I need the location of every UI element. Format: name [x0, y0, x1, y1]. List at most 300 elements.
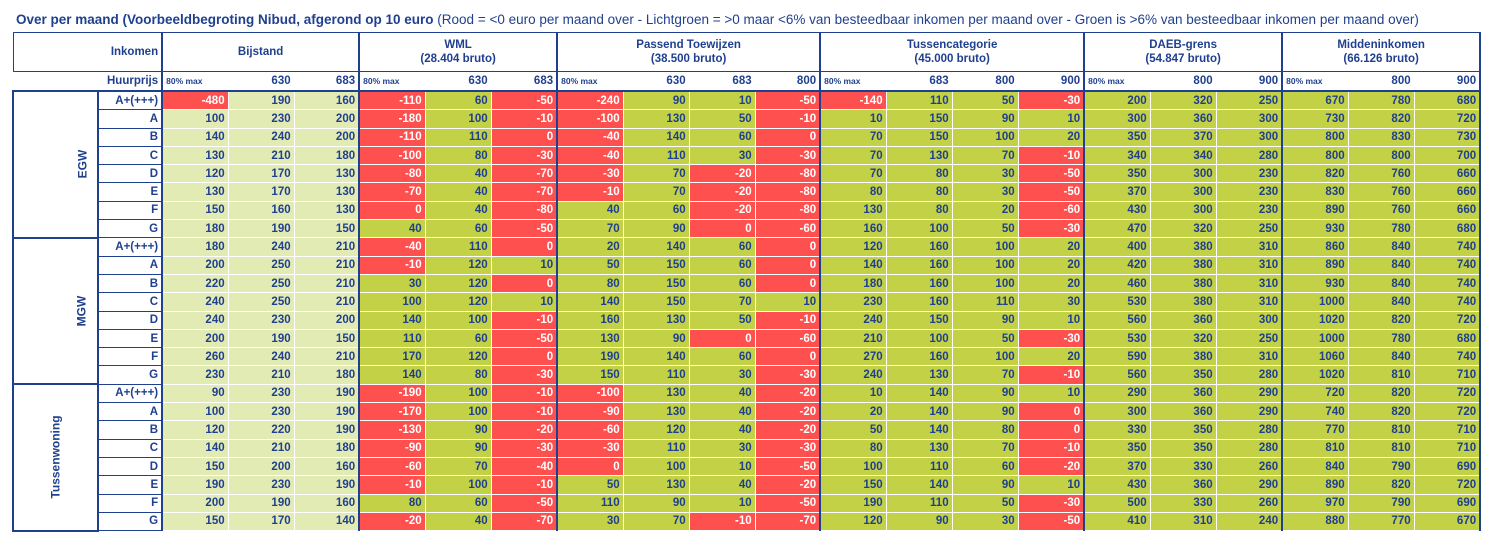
value-cell: 70	[820, 146, 886, 164]
value-cell: 60	[689, 256, 755, 274]
value-cell: 690	[1414, 494, 1480, 512]
value-cell: 90	[425, 439, 491, 457]
table-row	[13, 293, 1480, 311]
value-cell: 230	[228, 311, 294, 329]
value-cell: -10	[1018, 439, 1084, 457]
value-cell: 60	[425, 329, 491, 347]
price-header: 630	[425, 72, 491, 92]
value-cell: 560	[1084, 366, 1150, 384]
value-cell: 160	[886, 274, 952, 292]
value-cell: 130	[886, 146, 952, 164]
value-cell: 10	[491, 256, 557, 274]
huurprijs-label: Huurprijs	[13, 72, 162, 92]
value-cell: 970	[1282, 494, 1348, 512]
title-bold: Over per maand (Voorbeeldbegroting Nibud, afgerond op 10 euro	[16, 12, 434, 27]
value-cell: 100	[886, 329, 952, 347]
value-cell: -20	[359, 512, 425, 530]
value-cell: 290	[1216, 384, 1282, 402]
value-cell: 150	[623, 274, 689, 292]
group-subtitle: (66.126 bruto)	[1343, 53, 1419, 65]
value-cell: 250	[1216, 329, 1282, 347]
value-cell: 660	[1414, 201, 1480, 219]
value-cell: 930	[1282, 274, 1348, 292]
value-cell: 150	[557, 366, 623, 384]
max-price-label: 80% max	[557, 72, 623, 92]
value-cell: 120	[425, 256, 491, 274]
value-cell: 720	[1414, 384, 1480, 402]
value-cell: 680	[1414, 220, 1480, 238]
value-cell: 130	[623, 476, 689, 494]
value-cell: 10	[491, 293, 557, 311]
value-cell: 300	[1216, 311, 1282, 329]
value-cell: 0	[755, 274, 820, 292]
value-cell: 70	[425, 457, 491, 475]
price-header: 683	[294, 72, 359, 92]
value-cell: 730	[1414, 128, 1480, 146]
value-cell: -60	[557, 421, 623, 439]
value-cell: 720	[1282, 384, 1348, 402]
value-cell: -20	[689, 165, 755, 183]
value-cell: 240	[1216, 512, 1282, 530]
value-cell: 770	[1348, 512, 1414, 530]
value-cell: 130	[623, 384, 689, 402]
energy-label: G	[98, 220, 162, 238]
value-cell: 210	[294, 274, 359, 292]
value-cell: 740	[1414, 293, 1480, 311]
value-cell: 50	[689, 311, 755, 329]
value-cell: 170	[359, 348, 425, 366]
value-cell: 0	[359, 201, 425, 219]
value-cell: 120	[623, 421, 689, 439]
value-cell: 70	[623, 183, 689, 201]
table-row	[13, 494, 1480, 512]
value-cell: -10	[491, 476, 557, 494]
group-name: Middeninkomen	[1337, 39, 1425, 51]
value-cell: -20	[689, 201, 755, 219]
value-cell: 40	[425, 201, 491, 219]
value-cell: -50	[755, 457, 820, 475]
value-cell: 210	[294, 256, 359, 274]
value-cell: 470	[1084, 220, 1150, 238]
value-cell: -80	[359, 165, 425, 183]
value-cell: 60	[689, 238, 755, 256]
value-cell: 160	[228, 201, 294, 219]
value-cell: 70	[623, 165, 689, 183]
value-cell: 10	[1018, 110, 1084, 128]
value-cell: 300	[1216, 128, 1282, 146]
value-cell: 230	[228, 110, 294, 128]
value-cell: 0	[491, 238, 557, 256]
value-cell: 360	[1150, 384, 1216, 402]
value-cell: 780	[1348, 220, 1414, 238]
value-cell: 230	[228, 476, 294, 494]
value-cell: 150	[623, 256, 689, 274]
price-header: 900	[1216, 72, 1282, 92]
value-cell: 680	[1414, 91, 1480, 110]
value-cell: 220	[162, 274, 228, 292]
value-cell: -30	[1018, 220, 1084, 238]
value-cell: 10	[820, 110, 886, 128]
value-cell: 100	[425, 403, 491, 421]
value-cell: 150	[820, 476, 886, 494]
price-header: 683	[689, 72, 755, 92]
max-price-label: 80% max	[162, 72, 228, 92]
value-cell: 0	[557, 457, 623, 475]
value-cell: 230	[820, 293, 886, 311]
value-cell: 500	[1084, 494, 1150, 512]
value-cell: -480	[162, 91, 228, 110]
table-row	[13, 220, 1480, 238]
table-row	[13, 238, 1480, 256]
value-cell: 840	[1348, 274, 1414, 292]
value-cell: 370	[1150, 128, 1216, 146]
price-header: 630	[228, 72, 294, 92]
value-cell: 760	[1348, 183, 1414, 201]
value-cell: -130	[359, 421, 425, 439]
value-cell: -50	[491, 220, 557, 238]
value-cell: 120	[820, 238, 886, 256]
value-cell: 820	[1348, 311, 1414, 329]
value-cell: -10	[491, 403, 557, 421]
value-cell: -30	[491, 146, 557, 164]
max-price-label: 80% max	[359, 72, 425, 92]
value-cell: 90	[952, 403, 1018, 421]
table-row	[13, 274, 1480, 292]
value-cell: 180	[162, 238, 228, 256]
value-cell: 840	[1282, 457, 1348, 475]
value-cell: -70	[491, 512, 557, 530]
value-cell: 250	[1216, 91, 1282, 110]
value-cell: 210	[820, 329, 886, 347]
value-cell: -50	[491, 91, 557, 110]
value-cell: 70	[820, 165, 886, 183]
value-cell: 50	[689, 110, 755, 128]
value-cell: 400	[1084, 238, 1150, 256]
value-cell: 160	[886, 293, 952, 311]
value-cell: 30	[689, 439, 755, 457]
value-cell: 140	[886, 384, 952, 402]
value-cell: 560	[1084, 311, 1150, 329]
value-cell: 40	[689, 384, 755, 402]
value-cell: 70	[557, 220, 623, 238]
value-cell: 40	[557, 201, 623, 219]
value-cell: 670	[1414, 512, 1480, 530]
value-cell: 10	[689, 91, 755, 110]
group-header	[1282, 33, 1480, 72]
value-cell: 820	[1348, 384, 1414, 402]
value-cell: 770	[1282, 421, 1348, 439]
value-cell: 730	[1282, 110, 1348, 128]
value-cell: 210	[294, 348, 359, 366]
value-cell: 130	[623, 311, 689, 329]
value-cell: -10	[491, 110, 557, 128]
value-cell: 660	[1414, 183, 1480, 201]
value-cell: 200	[1084, 91, 1150, 110]
group-name: Passend Toewijzen	[636, 39, 741, 51]
value-cell: 30	[952, 512, 1018, 530]
value-cell: 40	[425, 165, 491, 183]
value-cell: 90	[623, 220, 689, 238]
value-cell: -10	[755, 110, 820, 128]
value-cell: 90	[952, 476, 1018, 494]
value-cell: 0	[755, 128, 820, 146]
value-cell: 140	[162, 439, 228, 457]
value-cell: 380	[1150, 256, 1216, 274]
value-cell: 220	[228, 421, 294, 439]
value-cell: 10	[820, 384, 886, 402]
value-cell: -30	[491, 439, 557, 457]
value-cell: 260	[1216, 457, 1282, 475]
value-cell: 140	[886, 476, 952, 494]
value-cell: 100	[952, 128, 1018, 146]
value-cell: 150	[623, 293, 689, 311]
energy-label: G	[98, 366, 162, 384]
value-cell: 130	[623, 110, 689, 128]
value-cell: 150	[162, 512, 228, 530]
energy-label: E	[98, 329, 162, 347]
value-cell: 100	[952, 274, 1018, 292]
energy-label: A+(+++)	[98, 91, 162, 110]
value-cell: 780	[1348, 91, 1414, 110]
value-cell: -70	[491, 183, 557, 201]
value-cell: -30	[755, 146, 820, 164]
table-row	[13, 146, 1480, 164]
value-cell: 60	[952, 457, 1018, 475]
group-header	[1084, 33, 1282, 72]
value-cell: -20	[755, 403, 820, 421]
group-subtitle: (38.500 bruto)	[650, 53, 727, 65]
value-cell: 530	[1084, 329, 1150, 347]
value-cell: 180	[294, 146, 359, 164]
value-cell: 20	[1018, 256, 1084, 274]
value-cell: 310	[1150, 512, 1216, 530]
value-cell: 880	[1282, 512, 1348, 530]
value-cell: 140	[886, 421, 952, 439]
value-cell: 800	[1348, 146, 1414, 164]
energy-label: A	[98, 403, 162, 421]
value-cell: 190	[557, 348, 623, 366]
value-cell: 30	[1018, 293, 1084, 311]
energy-label: F	[98, 348, 162, 366]
value-cell: 280	[1216, 439, 1282, 457]
value-cell: 320	[1150, 220, 1216, 238]
value-cell: 40	[689, 421, 755, 439]
energy-label: F	[98, 494, 162, 512]
value-cell: -80	[755, 183, 820, 201]
value-cell: 20	[1018, 128, 1084, 146]
max-price-label: 80% max	[1084, 72, 1150, 92]
value-cell: 210	[228, 366, 294, 384]
title-legend: (Rood = <0 euro per maand over - Lichtgroen = >0 maar <6% van besteedbaar inkomen per maand over - Groen is >6% van besteedbaar inkomen per maand over)	[433, 12, 1419, 27]
value-cell: 1000	[1282, 329, 1348, 347]
value-cell: 310	[1216, 348, 1282, 366]
value-cell: 100	[886, 220, 952, 238]
value-cell: 210	[228, 146, 294, 164]
value-cell: 120	[425, 274, 491, 292]
value-cell: 890	[1282, 476, 1348, 494]
value-cell: 190	[228, 91, 294, 110]
value-cell: 150	[886, 128, 952, 146]
energy-label: D	[98, 457, 162, 475]
value-cell: -40	[557, 128, 623, 146]
value-cell: 170	[228, 183, 294, 201]
value-cell: -50	[755, 494, 820, 512]
value-cell: 130	[162, 146, 228, 164]
energy-label: D	[98, 311, 162, 329]
value-cell: 150	[294, 329, 359, 347]
value-cell: 160	[294, 457, 359, 475]
value-cell: 780	[1348, 329, 1414, 347]
value-cell: 430	[1084, 476, 1150, 494]
value-cell: -110	[359, 128, 425, 146]
value-cell: 50	[557, 256, 623, 274]
table-row	[13, 439, 1480, 457]
value-cell: 190	[228, 220, 294, 238]
value-cell: 90	[952, 384, 1018, 402]
energy-label: B	[98, 128, 162, 146]
value-cell: 1020	[1282, 311, 1348, 329]
value-cell: 260	[1216, 494, 1282, 512]
value-cell: 40	[425, 183, 491, 201]
group-header	[359, 33, 557, 72]
value-cell: 0	[491, 274, 557, 292]
value-cell: 110	[886, 494, 952, 512]
energy-label: D	[98, 165, 162, 183]
value-cell: -60	[755, 329, 820, 347]
value-cell: 90	[425, 421, 491, 439]
table-row	[13, 457, 1480, 475]
value-cell: 110	[952, 293, 1018, 311]
value-cell: 360	[1150, 110, 1216, 128]
header-groups-row	[13, 33, 1480, 72]
value-cell: 420	[1084, 256, 1150, 274]
value-cell: 0	[755, 238, 820, 256]
value-cell: 140	[623, 238, 689, 256]
value-cell: 200	[162, 494, 228, 512]
value-cell: 170	[228, 512, 294, 530]
group-header	[820, 33, 1084, 72]
energy-label: A	[98, 110, 162, 128]
value-cell: 70	[623, 512, 689, 530]
value-cell: 30	[952, 165, 1018, 183]
value-cell: 100	[425, 311, 491, 329]
value-cell: 340	[1084, 146, 1150, 164]
value-cell: 230	[228, 403, 294, 421]
table-row	[13, 256, 1480, 274]
table-row	[13, 183, 1480, 201]
value-cell: 380	[1150, 238, 1216, 256]
value-cell: 130	[162, 183, 228, 201]
value-cell: 120	[820, 512, 886, 530]
value-cell: 40	[689, 403, 755, 421]
energy-label: E	[98, 476, 162, 494]
value-cell: 40	[359, 220, 425, 238]
energy-label: C	[98, 439, 162, 457]
value-cell: -30	[557, 439, 623, 457]
value-cell: 240	[162, 293, 228, 311]
table-row	[13, 384, 1480, 402]
value-cell: 890	[1282, 256, 1348, 274]
value-cell: 30	[689, 146, 755, 164]
value-cell: 240	[820, 311, 886, 329]
value-cell: -170	[359, 403, 425, 421]
value-cell: -80	[755, 201, 820, 219]
value-cell: 40	[689, 476, 755, 494]
value-cell: 830	[1282, 183, 1348, 201]
value-cell: -30	[755, 439, 820, 457]
value-cell: 820	[1348, 403, 1414, 421]
value-cell: 330	[1150, 457, 1216, 475]
value-cell: 230	[228, 384, 294, 402]
value-cell: 80	[425, 366, 491, 384]
value-cell: 80	[359, 494, 425, 512]
value-cell: 30	[689, 366, 755, 384]
table-row	[13, 421, 1480, 439]
value-cell: 130	[820, 201, 886, 219]
value-cell: 110	[425, 128, 491, 146]
value-cell: 320	[1150, 91, 1216, 110]
value-cell: 740	[1414, 274, 1480, 292]
value-cell: 810	[1348, 366, 1414, 384]
value-cell: 710	[1414, 439, 1480, 457]
value-cell: -10	[557, 183, 623, 201]
value-cell: 140	[557, 293, 623, 311]
value-cell: 720	[1414, 311, 1480, 329]
value-cell: 130	[294, 201, 359, 219]
group-header	[162, 33, 359, 72]
value-cell: 260	[162, 348, 228, 366]
value-cell: 90	[886, 512, 952, 530]
value-cell: -20	[755, 476, 820, 494]
value-cell: 250	[228, 293, 294, 311]
value-cell: -70	[491, 165, 557, 183]
value-cell: 100	[952, 238, 1018, 256]
value-cell: 200	[294, 110, 359, 128]
value-cell: -70	[359, 183, 425, 201]
value-cell: 680	[1414, 329, 1480, 347]
energy-label: B	[98, 421, 162, 439]
price-header: 800	[755, 72, 820, 92]
value-cell: 210	[294, 238, 359, 256]
value-cell: 160	[886, 256, 952, 274]
value-cell: 100	[425, 384, 491, 402]
table-row	[13, 366, 1480, 384]
price-header: 900	[1414, 72, 1480, 92]
value-cell: -20	[755, 384, 820, 402]
header-prices-row	[13, 72, 1480, 92]
value-cell: -20	[491, 421, 557, 439]
value-cell: -50	[1018, 183, 1084, 201]
value-cell: 200	[162, 256, 228, 274]
value-cell: 50	[557, 476, 623, 494]
value-cell: 860	[1282, 238, 1348, 256]
group-subtitle: (45.000 bruto)	[914, 53, 990, 65]
value-cell: 710	[1414, 421, 1480, 439]
value-cell: 310	[1216, 238, 1282, 256]
value-cell: -60	[1018, 201, 1084, 219]
value-cell: 80	[886, 201, 952, 219]
value-cell: 300	[1216, 110, 1282, 128]
value-cell: 110	[623, 146, 689, 164]
value-cell: 250	[228, 256, 294, 274]
value-cell: 380	[1150, 348, 1216, 366]
value-cell: 240	[228, 238, 294, 256]
value-cell: 130	[623, 403, 689, 421]
value-cell: 60	[425, 91, 491, 110]
value-cell: 200	[162, 329, 228, 347]
value-cell: 180	[162, 220, 228, 238]
value-cell: 460	[1084, 274, 1150, 292]
